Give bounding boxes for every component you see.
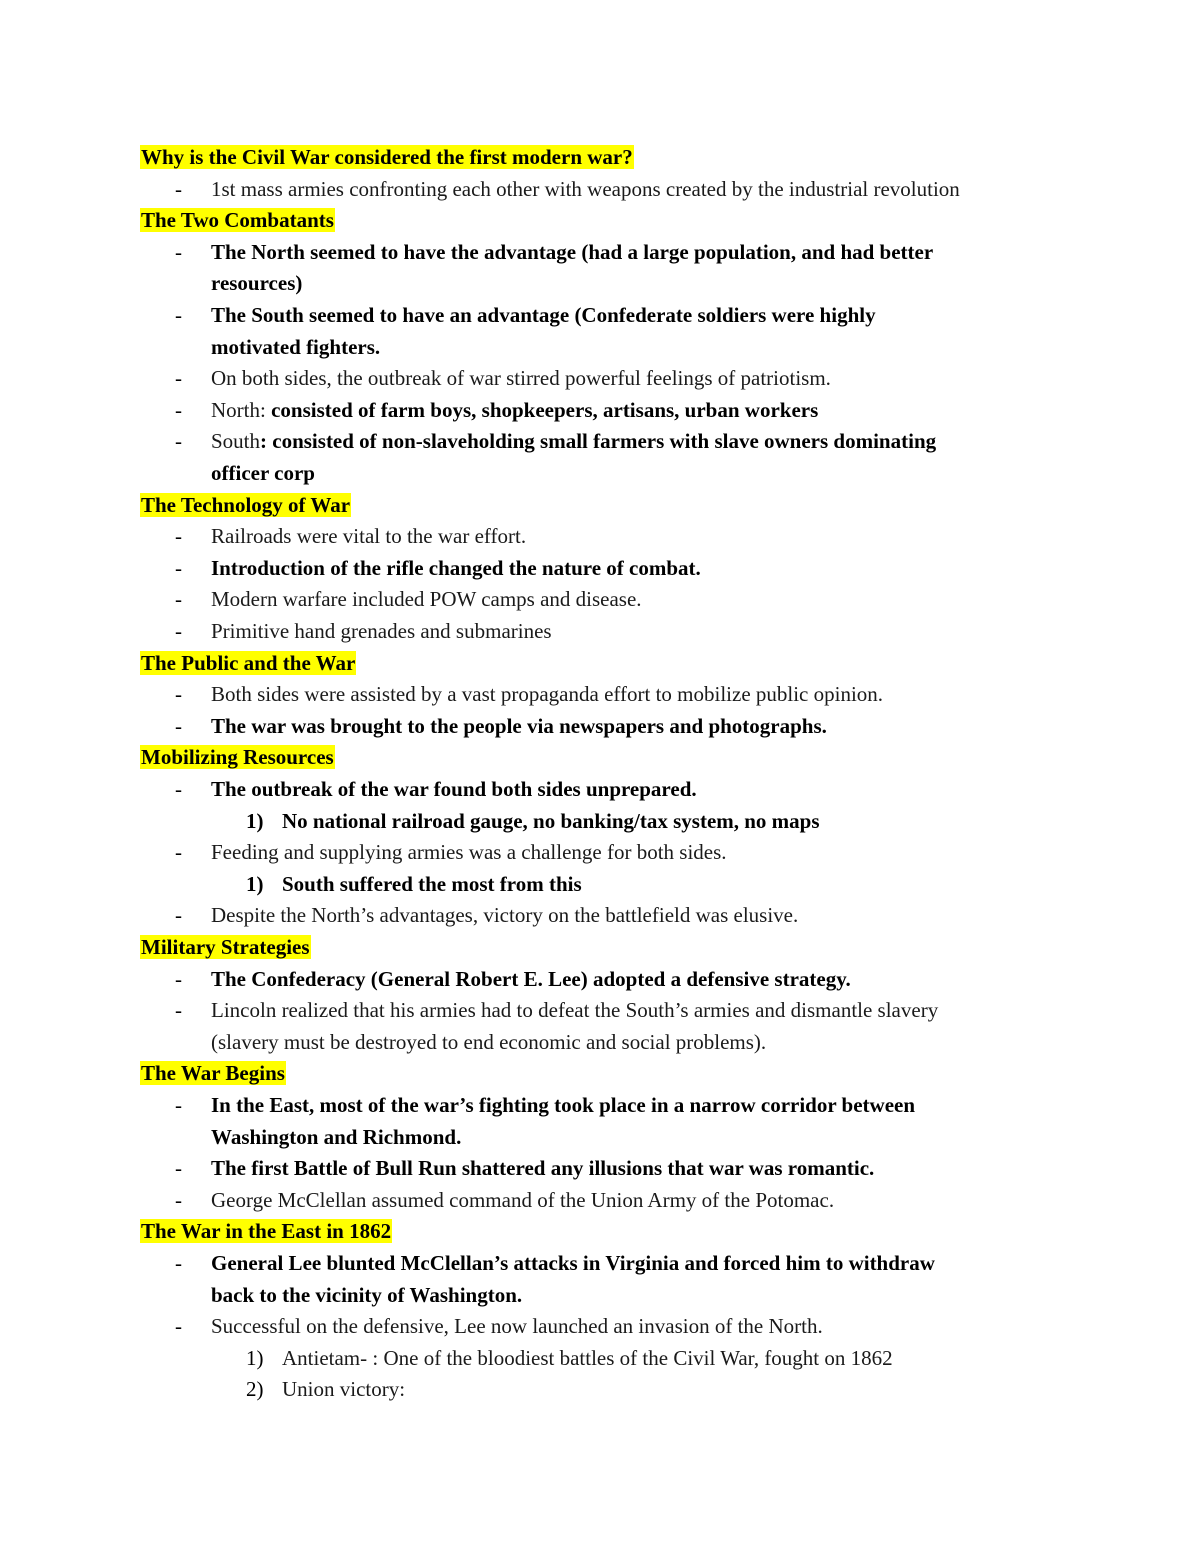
number-label: 1) [246,1345,264,1370]
section-heading-text: The Two Combatants [141,208,334,233]
bullet-item [175,554,701,582]
bullet-item [175,585,642,613]
section-heading-text: Military Strategies [141,935,310,959]
section-heading [140,743,335,771]
section-heading-text: The Technology of War [141,492,351,517]
numbered-item [246,1375,405,1403]
item-text: Introduction of the rifle changed the nature of combat. [211,555,701,580]
bullet-dash: - [175,176,182,201]
bullet-dash: - [175,303,182,327]
item-text: resources) [211,271,303,296]
item-text: : consisted of non-slaveholding small farmers with slave owners dominating [260,429,937,454]
bullet-item [175,396,818,424]
item-text: Despite the North’s advantages, victory on the battlefield was elusive. [211,903,799,928]
number-label: 1) [246,808,264,833]
section-heading [140,649,356,677]
continuation-line [211,1281,522,1309]
bullet-item [175,175,960,203]
bullet-dash: - [175,239,182,264]
continuation-line [211,333,380,361]
item-text: officer corp [211,461,315,485]
item-text: The Confederacy (General Robert E. Lee) adopted a defensive strategy. [211,966,851,991]
bullet-item [175,1091,915,1119]
section-heading-text: The War Begins [141,1061,285,1086]
continuation-line [211,269,302,297]
section-heading [140,206,335,234]
item-text: 1st mass armies confronting each other with weapons created by the industrial revolution [211,176,960,201]
bullet-dash: - [175,429,182,454]
item-text: Antietam- : One of the bloodiest battles of the Civil War, fought on 1862 [282,1345,893,1370]
item-text: Lincoln realized that his armies had to defeat the South’s armies and dismantle slavery [211,998,939,1023]
item-text: Successful on the defensive, Lee now launched an invasion of the North. [211,1314,823,1339]
item-text: Primitive hand grenades and submarines [211,619,552,643]
numbered-item [246,1344,893,1372]
item-text: Washington and Richmond. [211,1124,462,1149]
continuation-line [211,1028,766,1056]
bullet-item [175,712,827,740]
bullet-dash: - [175,1314,182,1339]
section-heading [140,1059,286,1087]
item-text: The North seemed to have the advantage (had a large population, and had better [211,239,934,264]
bullet-prefix: South [211,429,261,454]
number-label: 1) [246,871,264,896]
item-text: Feeding and supplying armies was a challenge for both sides. [211,840,727,865]
item-text: consisted of farm boys, shopkeepers, artisans, urban workers [271,397,819,422]
section-heading-text: The War in the East in 1862 [141,1219,392,1244]
bullet-prefix: North: [211,397,272,422]
bullet-dash: - [175,777,182,801]
bullet-item [175,238,933,266]
section-heading-text: The Public and the War [141,650,356,675]
item-text: motivated fighters. [211,334,381,359]
bullet-dash: - [175,966,182,991]
bullet-item [175,427,936,455]
bullet-item [175,965,851,993]
bullet-item [175,775,697,803]
bullet-item [175,680,883,708]
number-label: 2) [246,1377,264,1402]
bullet-dash: - [175,682,182,707]
item-text: (slavery must be destroyed to end economic and social problems). [211,1029,767,1054]
bullet-dash: - [175,524,182,549]
bullet-dash: - [175,1156,182,1181]
bullet-dash: - [175,713,182,738]
item-text: Union victory: [282,1377,406,1402]
bullet-item [175,364,831,392]
item-text: General Lee blunted McClellan’s attacks in Virginia and forced him to withdraw [211,1251,935,1275]
bullet-dash: - [175,1093,182,1117]
bullet-dash: - [175,840,182,865]
continuation-line [211,1123,461,1151]
item-text: Modern warfare included POW camps and disease. [211,587,642,612]
section-heading [140,143,634,171]
bullet-item [175,901,798,929]
bullet-dash: - [175,366,182,391]
bullet-dash: - [175,998,182,1023]
bullet-item [175,1249,935,1277]
item-text: back to the vicinity of Washington. [211,1282,523,1307]
bullet-dash: - [175,397,182,422]
bullet-dash: - [175,619,182,643]
bullet-item [175,522,526,550]
bullet-item [175,617,552,645]
numbered-item [246,807,820,835]
item-text: In the East, most of the war’s fighting took place in a narrow corridor between [211,1093,916,1117]
section-heading [140,491,351,519]
item-text: The outbreak of the war found both sides unprepared. [211,777,697,801]
bullet-item [175,1312,823,1340]
bullet-item [175,301,876,329]
item-text: The first Battle of Bull Run shattered any illusions that war was romantic. [211,1156,875,1181]
bullet-dash: - [175,1251,182,1275]
bullet-dash: - [175,903,182,928]
item-text: South suffered the most from this [282,871,582,896]
item-text: George McClellan assumed command of the Union Army of the Potomac. [211,1187,835,1212]
item-text: On both sides, the outbreak of war stirred powerful feelings of patriotism. [211,366,831,391]
section-heading [140,1217,392,1245]
bullet-dash: - [175,555,182,580]
item-text: Both sides were assisted by a vast propaganda effort to mobilize public opinion. [211,682,884,707]
section-heading [140,933,311,961]
bullet-item [175,1154,874,1182]
bullet-item [175,838,727,866]
bullet-dash: - [175,587,182,612]
continuation-line [211,459,315,487]
item-text: No national railroad gauge, no banking/tax system, no maps [282,808,820,833]
item-text: The war was brought to the people via newspapers and photographs. [211,713,827,738]
section-heading-text: Mobilizing Resources [141,745,334,770]
item-text: Railroads were vital to the war effort. [211,524,527,549]
bullet-item [175,1186,834,1214]
numbered-item [246,870,582,898]
bullet-dash: - [175,1187,182,1212]
item-text: The South seemed to have an advantage (Confederate soldiers were highly [211,303,876,327]
bullet-item [175,996,938,1024]
section-heading-text: Why is the Civil War considered the first modern war? [141,145,633,169]
